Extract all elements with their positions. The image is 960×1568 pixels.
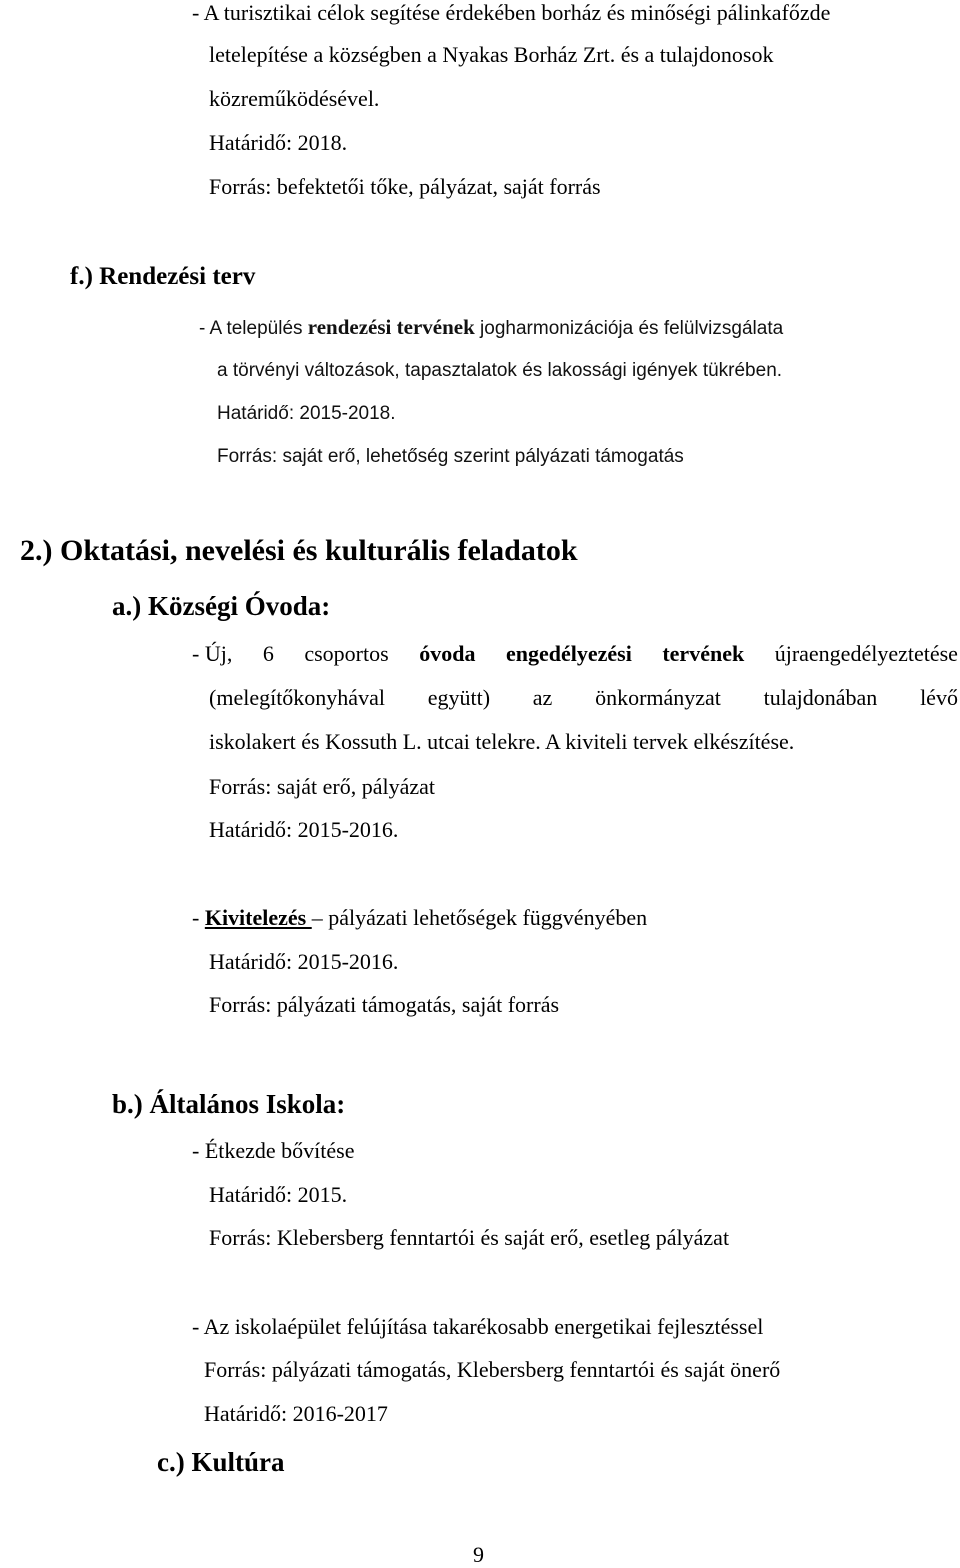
word: önkormányzat — [595, 685, 721, 710]
tourism-line-1: - A turisztikai célok segítése érdekében borház és minőségi pálinkafőzde — [192, 0, 831, 25]
word-bold: tervének — [662, 641, 745, 666]
kindergarten-line-3: iskolakert és Kossuth L. utcai telekre. A kiviteli tervek elkészítése. — [209, 729, 795, 754]
impl-bold: Kivitelezés — [204, 905, 312, 930]
tourism-deadline: Határidő: 2018. — [209, 130, 348, 155]
word: csoportos — [304, 641, 389, 666]
zoning-line-1 — [199, 314, 783, 342]
school-renovation-source: Forrás: pályázati támogatás, Klebersberg fenntartói és saját önerő — [204, 1357, 781, 1382]
impl-post: – pályázati lehetőségek függvényében — [311, 905, 648, 930]
kindergarten-line-1 — [192, 641, 958, 667]
word: együtt) — [427, 685, 491, 710]
tourism-line-3: közreműködésével. — [209, 86, 380, 111]
word-bold: engedélyezési — [505, 641, 632, 666]
culture-heading: c.) Kultúra — [157, 1447, 285, 1477]
school-renovation-deadline: Határidő: 2016-2017 — [204, 1401, 388, 1426]
school-canteen: - Étkezde bővítése — [192, 1138, 355, 1163]
tourism-source: Forrás: befektetői tőke, pályázat, saját forrás — [209, 174, 601, 199]
zoning-line-2: a törvényi változások, tapasztalatok és lakossági igények tükrében. — [217, 360, 783, 381]
word: lévő — [920, 685, 958, 710]
zoning-heading: f.) Rendezési terv — [70, 263, 256, 290]
kindergarten-implementation — [192, 905, 647, 931]
kindergarten-impl-deadline: Határidő: 2015-2016. — [209, 949, 399, 974]
kindergarten-line-2 — [209, 685, 958, 711]
school-canteen-source: Forrás: Klebersberg fenntartói és saját erő, esetleg pályázat — [209, 1225, 730, 1250]
page-number: 9 — [473, 1542, 484, 1567]
word-bold: óvoda — [419, 641, 476, 666]
school-renovation: - Az iskolaépület felújítása takarékosabb energetikai fejlesztéssel — [192, 1314, 764, 1339]
kindergarten-heading: a.) Községi Óvoda: — [112, 591, 331, 621]
zoning-line-1-bold: rendezési tervének — [307, 315, 475, 339]
word: tulajdonában — [763, 685, 878, 710]
word: az — [532, 685, 553, 710]
word: 6 — [262, 641, 274, 666]
word: (melegítőkonyhával — [209, 685, 385, 710]
school-canteen-deadline: Határidő: 2015. — [209, 1182, 348, 1207]
kindergarten-deadline: Határidő: 2015-2016. — [209, 817, 399, 842]
word: - Új, — [192, 641, 233, 666]
school-heading: b.) Általános Iskola: — [112, 1089, 346, 1119]
zoning-line-1-pre: - A település — [199, 318, 308, 339]
tourism-line-2: letelepítése a községben a Nyakas Borház Zrt. és a tulajdonosok — [209, 42, 774, 67]
zoning-deadline: Határidő: 2015-2018. — [217, 403, 396, 424]
section-2-heading: 2.) Oktatási, nevelési és kulturális feladatok — [20, 534, 578, 567]
kindergarten-source: Forrás: saját erő, pályázat — [209, 774, 436, 799]
zoning-source: Forrás: saját erő, lehetőség szerint pályázati támogatás — [217, 446, 684, 467]
kindergarten-impl-source: Forrás: pályázati támogatás, saját forrás — [209, 992, 560, 1017]
impl-pre: - — [192, 905, 205, 930]
word: újraengedélyeztetése — [774, 641, 958, 666]
zoning-line-1-post: jogharmonizációja és felülvizsgálata — [474, 318, 784, 339]
